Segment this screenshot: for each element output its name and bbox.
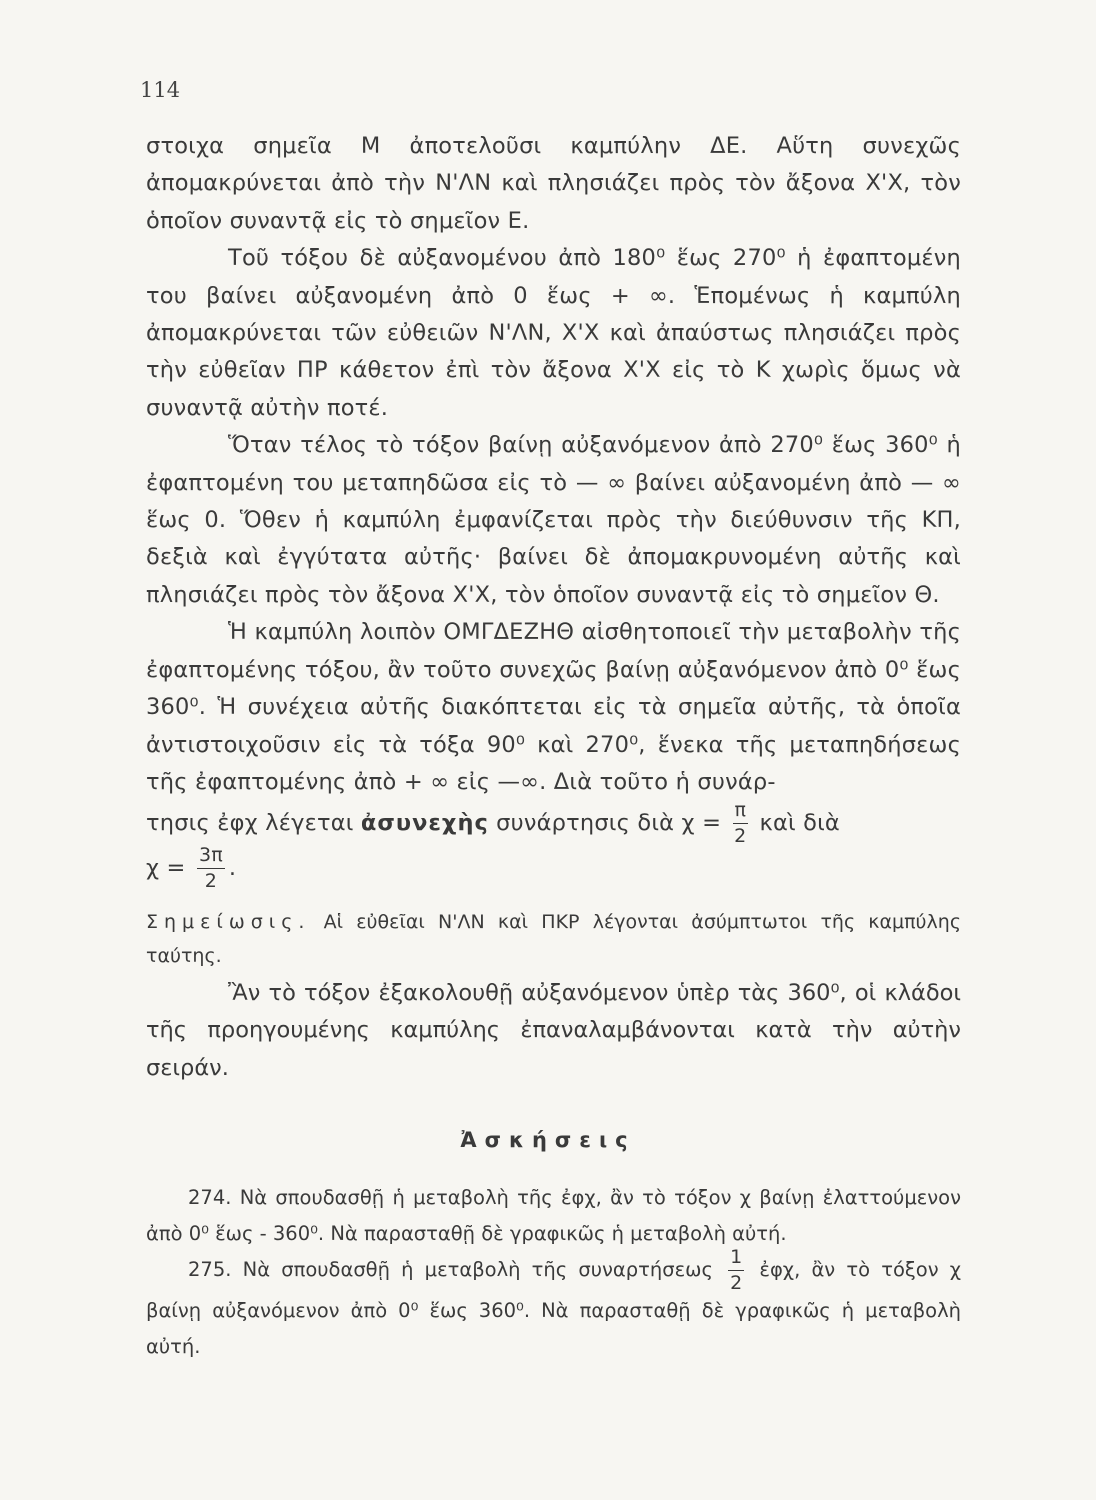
continuation-text: Ἂν τὸ τόξον ἐξακολουθῇ αὐξανόμενον ὑπὲρ τὰς 360⁰, οἱ κλάδοι τῆς προηγουμένης καμπύλης ἐπαναλαμβάνονται κατὰ τὴν αὐτὴν σειράν.	[146, 980, 961, 1081]
fraction-denominator: 2	[730, 1272, 743, 1294]
formula-text-1: τησις ἐφχ λέγεται	[146, 810, 354, 837]
formula-text-2: συνάρτησις διὰ χ =	[496, 810, 722, 837]
note	[146, 905, 961, 973]
paragraph-1: στοιχα σημεῖα Μ ἀποτελοῦσι καμπύλην ΔΕ. Αὕτη συνεχῶς ἀπομακρύνεται ἀπὸ τὴν Ν'ΛΝ καὶ πλησιάζει πρὸς τὸν ἄξονα Χ'Χ, τὸν ὁποῖον συναντᾷ εἰς τὸ σημεῖον Ε.	[146, 133, 961, 234]
fraction-denominator: 2	[734, 825, 747, 848]
formula-text-4: χ =	[146, 855, 186, 882]
fraction-denominator: 2	[204, 870, 218, 893]
paragraph-4: Ἡ καμπύλη λοιπὸν ΟΜΓΔΕΖΗΘ αἰσθητοποιεῖ τὴν μεταβολὴν τῆς ἐφαπτομένης τόξου, ἂν τοῦτο συνεχῶς βαίνῃ αὐξανόμενον ἀπὸ 0⁰ ἕως 360⁰. Ἡ συνέχεια αὐτῆς διακόπτεται εἰς τὰ σημεῖα αὐτῆς, τὰ ὁποῖα ἀντιστοιχοῦσιν εἰς τὰ τόξα 90⁰ καὶ 270⁰, ἕνεκα τῆς μεταπηδήσεως τῆς ἐφαπτομένης ἀπὸ + ∞ εἰς —∞. Διὰ τοῦτο ἡ συνάρ-	[146, 619, 961, 795]
formula-text-5: .	[228, 855, 237, 882]
fraction-numerator: 3π	[197, 846, 225, 869]
exercise-text-b: ἐφχ, ἂν τὸ τόξον χ βαίνῃ αὐξανόμενον ἀπὸ 0⁰ ἕως 360⁰. Νὰ παρασταθῇ δὲ γραφικῶς ἡ μεταβολὴ αὐτή.	[146, 1258, 962, 1358]
bold-term: ἀσυνεχὴς	[360, 810, 489, 837]
note-text: Αἱ εὐθεῖαι Ν'ΛΝ καὶ ΠΚΡ λέγονται ἀσύμπτωτοι τῆς καμπύλης ταύτης.	[146, 911, 961, 967]
exercise-274	[146, 1180, 961, 1252]
formula-line-2	[146, 846, 961, 891]
fraction-1-over-2	[728, 1248, 744, 1293]
exercise-text: Νὰ σπουδασθῇ ἡ μεταβολὴ τῆς ἐφχ, ἂν τὸ τόξον χ βαίνῃ ἐλαττούμενον ἀπὸ 0⁰ ἕως - 360⁰. Νὰ παρασταθῇ δὲ γραφικῶς ἡ μεταβολὴ αὐτή.	[146, 1186, 961, 1245]
paragraph-3: Ὅταν τέλος τὸ τόξον βαίνῃ αὐξανόμενον ἀπὸ 270⁰ ἕως 360⁰ ἡ ἐφαπτομένη του μεταπηδῶσα εἰς τὸ — ∞ βαίνει αὐξανομένη ἀπὸ — ∞ ἕως 0. Ὅθεν ἡ καμπύλη ἐμφανίζεται πρὸς τὴν διεύθυνσιν τῆς ΚΠ, δεξιὰ καὶ ἐγγύτατα αὐτῆς· βαίνει δὲ ἀπομακρυνομένη αὐτῆς καὶ πλησιάζει πρὸς τὸν ἄξονα Χ'Χ, τὸν ὁποῖον συναντᾷ εἰς τὸ σημεῖον Θ.	[146, 432, 961, 608]
fraction-numerator: π	[733, 801, 749, 824]
formula-text-3: καὶ διὰ	[759, 810, 840, 837]
main-text	[146, 128, 961, 891]
page-number: 114	[140, 78, 181, 102]
note-label: Σημείωσις.	[146, 911, 311, 933]
exercise-275	[146, 1248, 961, 1365]
fraction-3pi-over-2	[197, 846, 225, 891]
paragraph-2: Τοῦ τόξου δὲ αὐξανομένου ἀπὸ 180⁰ ἕως 270⁰ ἡ ἐφαπτομένη του βαίνει αὐξανομένη ἀπὸ 0 ἕως + ∞. Ἑπομένως ἡ καμπύλη ἀπομακρύνεται τῶν εὐθειῶν Ν'ΛΝ, Χ'Χ καὶ ἀπαύστως πλησιάζει πρὸς τὴν εὐθεῖαν ΠΡ κάθετον ἐπὶ τὸν ἄξονα Χ'Χ εἰς τὸ Κ χωρὶς ὅμως νὰ συναντᾷ αὐτὴν ποτέ.	[146, 245, 961, 421]
exercise-text-a: Νὰ σπουδασθῇ ἡ μεταβολὴ τῆς συναρτήσεως	[242, 1258, 713, 1281]
fraction-numerator: 1	[728, 1248, 744, 1271]
exercise-number: 274.	[188, 1186, 232, 1209]
continuation-paragraph	[146, 975, 961, 1087]
formula-line	[146, 801, 961, 846]
exercises-heading: Ἀσκήσεις	[460, 1128, 636, 1152]
fraction-pi-over-2	[733, 801, 749, 846]
exercise-number: 275.	[188, 1258, 232, 1281]
